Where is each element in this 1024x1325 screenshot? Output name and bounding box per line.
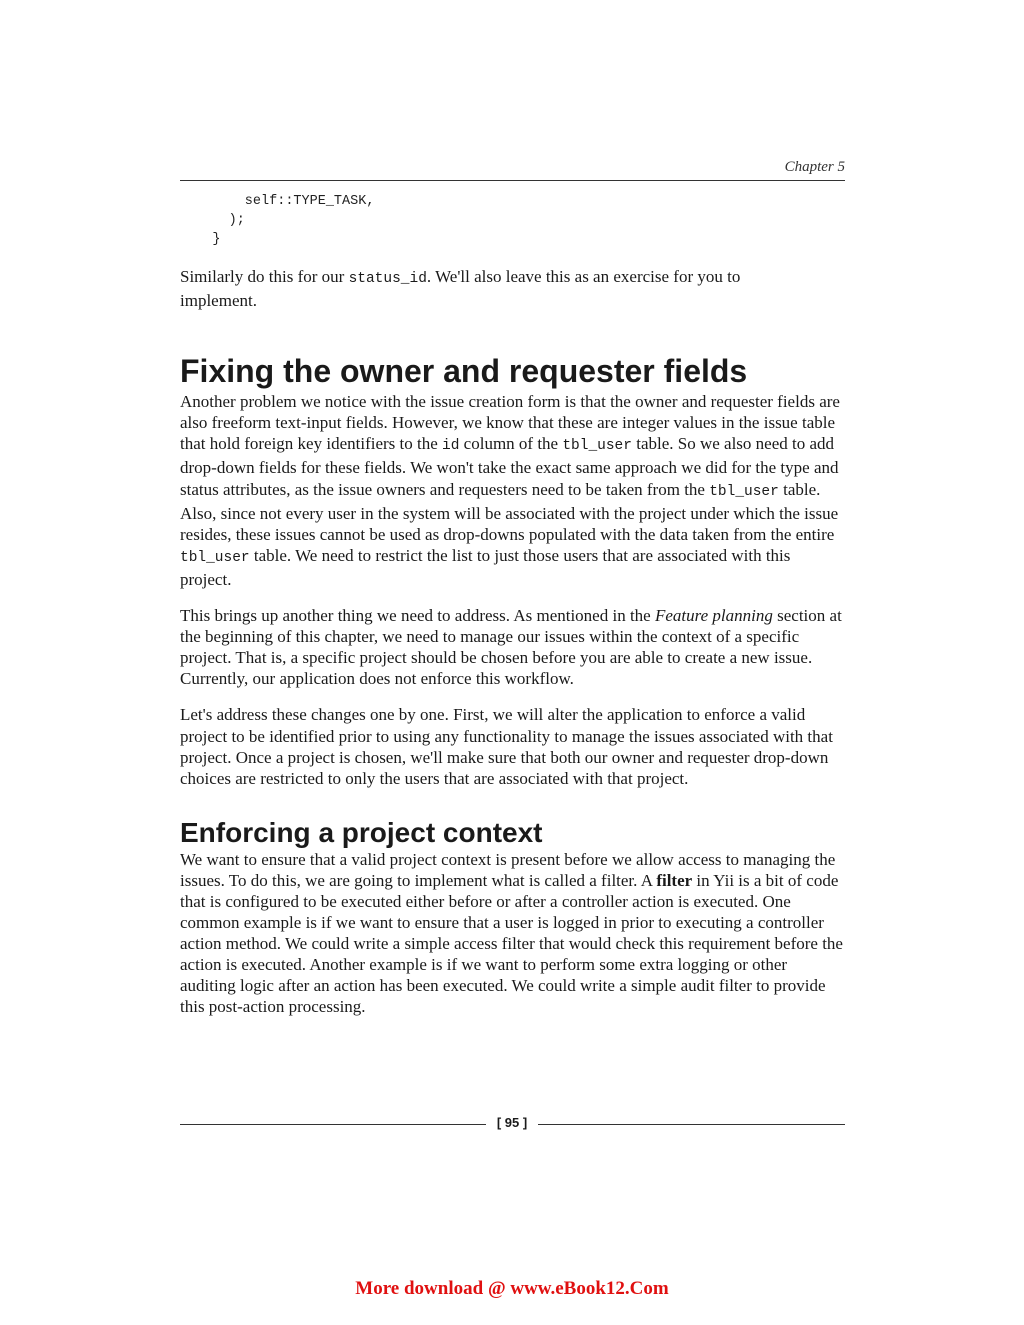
text: table. So we also need to add drop-down fields for these fields. We won't take the exact same approach we did for the type and status attributes, as the issue owners and requesters need to be taken from the: [180, 434, 839, 499]
bold-term: filter: [656, 870, 693, 890]
section-heading-project-context: Enforcing a project context: [180, 816, 543, 848]
inline-code: id: [442, 438, 460, 455]
text: section at the beginning of this chapter, we need to manage our issues within the context of a specific project. That is, a specific project should be chosen before you are able to create a new issue. Currently, our application does not enforce this workflow.: [180, 606, 842, 689]
main-content: [180, 266, 845, 1018]
text: Another problem we notice with the issue creation form is that the owner and requester fields are also freeform text-input fields. However, we know that these are integer values in the issue table that hold foreign key identifiers to the: [180, 392, 840, 454]
text: Similarly do this for our: [180, 267, 349, 286]
section-heading-fixing-fields: Fixing the owner and requester fields: [180, 353, 748, 390]
emphasis: Feature planning: [654, 606, 773, 626]
section1-paragraph-2: [180, 605, 845, 689]
footer-rule-right: [538, 1124, 845, 1125]
inline-code: tbl_user: [709, 483, 779, 500]
section1-paragraph-1: [180, 391, 845, 590]
text: This brings up another thing we need to address. As mentioned in the: [180, 606, 655, 626]
page-header: [180, 158, 845, 181]
text: table. Also, since not every user in the system will be associated with the project under which the issue resides, these issues cannot be used as drop-downs populated with the data taken from the entire: [180, 479, 839, 544]
text: . We'll also leave this as an exercise for you to implement.: [180, 267, 741, 311]
inline-code: tbl_user: [180, 549, 250, 566]
code-block: [180, 192, 374, 249]
intro-paragraph: [180, 266, 800, 311]
text: table. We need to restrict the list to just those users that are associated with this project.: [180, 545, 791, 589]
text: in Yii is a bit of code that is configured to be executed either before or after a controller action is executed. One common example is if we want to ensure that a user is logged in prior to executing a controller action method. We could write a simple access filter that would check this requirement before the action is executed. Another example is if we want to perform some extra logging or other auditing logic after an action has been executed. We could write a simple audit filter to provide this post-action processing.: [180, 870, 843, 1017]
chapter-label: Chapter 5: [784, 159, 845, 175]
inline-code: tbl_user: [562, 438, 632, 455]
text: column of the: [459, 434, 563, 454]
code-line: );: [180, 213, 245, 228]
text: We want to ensure that a valid project context is present before we allow access to managing the issues. To do this, we are going to implement what is called a filter. A: [180, 849, 836, 890]
code-line: }: [180, 232, 221, 247]
section2-paragraph-1: [180, 849, 845, 1018]
code-line: self::TYPE_TASK,: [180, 194, 375, 209]
download-watermark: More download @ www.eBook12.Com: [355, 1278, 669, 1299]
page-number: [ 95 ]: [496, 1115, 528, 1130]
section1-paragraph-3: Let's address these changes one by one. First, we will alter the application to enforce a valid project to be identified prior to using any functionality to manage the issues associated with that project. Once a project is chosen, we'll make sure that both our owner and requester drop-down choices are restricted to only the users that are associated with that project.: [180, 705, 833, 788]
inline-code: status_id: [348, 271, 427, 287]
footer-rule-left: [180, 1124, 486, 1125]
